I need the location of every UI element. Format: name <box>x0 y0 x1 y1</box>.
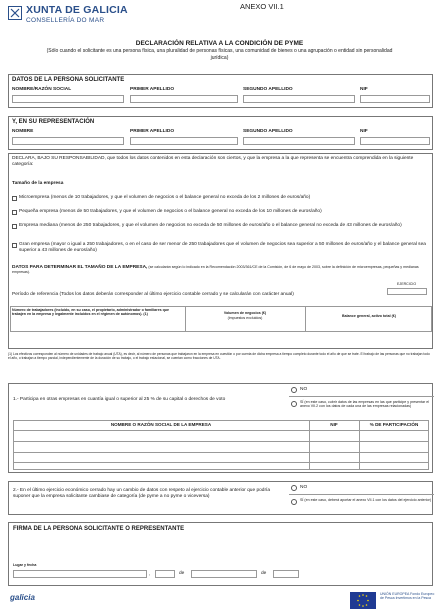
empresa-mediana-option: Empresa mediana (menos de 250 trabajadores, y que el volumen de negocios no exceda de 50 millones de euros/año o el balance general no exceda de 43 millones de euros/año) <box>19 223 402 228</box>
question1-yes-radio[interactable] <box>291 401 297 407</box>
applicant-nif-field[interactable] <box>360 95 430 103</box>
representative-nif-field[interactable] <box>360 137 430 145</box>
question2-yes-label: SÍ (en este caso, deberá aportar el anexo VII.1 con los datos del ejercicio anterior) <box>300 498 432 502</box>
document-subtitle: (Sólo cuando el solicitante es una persona física, una pluralidad de personas físicas, una comunidad de bienes o una agrupación o entidad sin personalidad jurídica) <box>46 48 393 61</box>
org-department: CONSELLERÍA DO MAR <box>26 17 105 24</box>
data-heading-rest: (se calcularán según lo indicado en la Recomendación 2003/361/CE de la Comisión, de 6 de mayo de 2003, sobre la definición de microempresas, pequeñas y medianas empresas). <box>12 265 419 275</box>
participations-name-header: NOMBRE O RAZÓN SOCIAL DE LA EMPRESA <box>110 422 212 427</box>
representative-nif-label: NIF <box>360 129 368 134</box>
applicant-surname1-label: PRIMER APELLIDO <box>130 87 175 92</box>
representative-heading: Y, EN SU REPRESENTACIÓN <box>12 119 95 125</box>
eu-flag-icon <box>350 592 376 609</box>
question1-section <box>8 383 433 473</box>
year-field[interactable] <box>273 570 299 578</box>
xunta-logo-icon <box>8 6 22 20</box>
data-heading-bold: DATOS PARA DETERMINAR EL TAMAÑO DE LA EMPRESA, <box>12 265 148 270</box>
microempresa-checkbox[interactable] <box>12 196 17 201</box>
microempresa-option: Microempresa (menos de 10 trabajadores, y que el volumen de negocios o el balance general no exceda de los 2 millones de euros/año) <box>19 195 311 200</box>
question1-no-radio[interactable] <box>291 387 297 393</box>
declaration-section <box>8 153 433 349</box>
applicant-name-field[interactable] <box>12 95 124 103</box>
de-label-2: de <box>261 571 267 576</box>
applicant-heading: DATOS DE LA PERSONA SOLICITANTE <box>12 77 125 83</box>
reference-period: Período de referencia (Todos los datos deberán corresponder al último ejercicio contable cerrado y se calcularán con carácter anual) <box>12 292 294 297</box>
gran-empresa-option: Gran empresa (mayor o igual a 250 trabajadores, o en el caso de ser menor de 250 trabajadores que el volumen de negocios sea superior a 50 millones de euros/año y el balance general sea superior a 43 millones de euros/año) <box>19 242 426 253</box>
galicia-logo: galicia <box>10 593 35 602</box>
applicant-nif-label: NIF <box>360 87 368 92</box>
org-name: XUNTA DE GALICIA <box>26 4 128 16</box>
month-field[interactable] <box>191 570 257 578</box>
applicant-section <box>8 74 433 108</box>
data-heading <box>12 265 430 275</box>
representative-name-label: NOMBRE <box>12 129 34 134</box>
place-date-label: Lugar y fecha <box>13 563 37 567</box>
representative-surname2-label: SEGUNDO APELLIDO <box>243 129 293 134</box>
signature-section <box>8 522 433 586</box>
representative-surname2-field[interactable] <box>243 137 355 145</box>
question1-no-label: NO <box>300 387 308 392</box>
turnover-col-sub: (impuestos excluidos) <box>227 316 263 320</box>
question2-yes-radio[interactable] <box>291 499 297 505</box>
participations-pct-header: % DE PARTICIPACIÓN <box>369 422 419 427</box>
signature-heading: FIRMA DE LA PERSONA SOLICITANTE O REPRESENTANTE <box>13 526 185 532</box>
applicant-surname2-label: SEGUNDO APELLIDO <box>243 87 293 92</box>
representative-surname1-label: PRIMER APELLIDO <box>130 129 175 134</box>
pequena-empresa-checkbox[interactable] <box>12 210 17 215</box>
representative-section <box>8 116 433 150</box>
gran-empresa-checkbox[interactable] <box>12 243 17 248</box>
question1-yes-label: SÍ (en este caso, cubrir datos de las empresas en las que participe y presentar el anexo VII.2 con los datos de cada una de las empresas relacionadas) <box>300 400 430 409</box>
representative-name-field[interactable] <box>12 137 124 145</box>
workers-col-header: Número de trabajadores (incluido, en su caso, el propietario, administrador o familiares que trabajen en la empresa y legalmente incluidos en el régimen de autónomos). (1) <box>12 308 169 317</box>
question2-no-label: NO <box>300 485 308 490</box>
de-label-1: de <box>179 571 185 576</box>
question2-section <box>8 481 433 515</box>
balance-col-header: Balance general, activo total (€) <box>342 314 396 318</box>
participations-nif-header: NIF <box>330 422 338 427</box>
annex-label: ANEXO VII.1 <box>240 2 284 11</box>
applicant-surname2-field[interactable] <box>243 95 355 103</box>
declaration-intro: DECLARA, BAJO SU RESPONSABILIDAD, que todos los datos contenidos en esta declaración son ciertos, y que la empresa a la que representa se encuentra comprendida en la siguiente categoría: <box>12 156 414 167</box>
representative-surname1-field[interactable] <box>130 137 238 145</box>
exercise-label: EJERCICIO <box>397 282 417 286</box>
pequena-empresa-option: Pequeña empresa (menos de 50 trabajadores, y que el volumen de negocios o el balance general no exceda de los 10 millones de euros/año) <box>19 209 322 214</box>
place-field[interactable] <box>13 570 147 578</box>
company-size-heading: Tamaño de la empresa <box>12 181 64 186</box>
footnote: (1) Los efectivos corresponden al número de unidades de trabajo anual (UTA), es decir, al número de personas que trabajaron en la empresa en cuestión o por cuenta de dicha empresa a tiempo completo durante todo el año de que se trate. El trabajo de las personas que no trabajan todo el año, o trabajan a tiempo parcial, independientemente de la duración de su trabajo, o el trabajo estacional, se cuentan como fracciones de UTA. <box>8 352 430 360</box>
question2-text: 2.- En el último ejercicio económico cerrado hay un cambio de datos con respeto al ejercicio contable anterior que podría suponer que la empresa solicitante cambiase de categoría (de pyme a no pyme o viceversa) <box>13 488 271 499</box>
day-field[interactable] <box>155 570 175 578</box>
applicant-surname1-field[interactable] <box>130 95 238 103</box>
turnover-col-header: Volumen de negocios (€) <box>223 311 267 315</box>
eu-fund-text: UNIÓN EUROPEA Fondo Europeo de Pesca Invertimos en la Pesca <box>380 592 435 601</box>
comma-separator: , <box>149 572 151 577</box>
applicant-name-label: NOMBRE/RAZÓN SOCIAL <box>12 87 72 92</box>
question1-text: 1.- Participa en otras empresas en cuantía igual o superior al 25 % de su capital o derechos de voto <box>13 397 226 402</box>
question2-no-radio[interactable] <box>291 485 297 491</box>
exercise-field[interactable] <box>387 288 427 295</box>
document-title: DECLARACIÓN RELATIVA A LA CONDICIÓN DE PYME <box>135 40 304 47</box>
empresa-mediana-checkbox[interactable] <box>12 224 17 229</box>
